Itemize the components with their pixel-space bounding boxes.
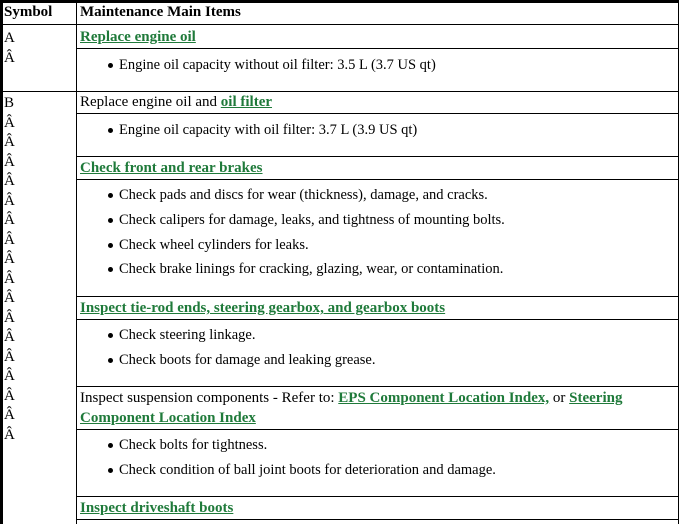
list-item — [80, 433, 674, 458]
list-item — [80, 323, 674, 348]
symbol-label: Â — [4, 192, 15, 209]
symbol-label: Â — [4, 212, 15, 228]
symbol-label: Â — [4, 387, 15, 404]
list-item-text: Check brake linings for cracking, glazing, wear, or contamination. — [119, 261, 504, 278]
list-item — [80, 233, 674, 258]
symbol-label: Â — [4, 49, 15, 66]
list-item-text: Check bolts for tightness. — [119, 437, 268, 453]
bullet-dot-icon — [108, 243, 113, 248]
item-driveshaft-title — [80, 498, 658, 518]
list-item-text: Check steering linkage. — [119, 327, 256, 343]
symbol-label: Â — [4, 251, 15, 267]
header-symbol: Symbol — [4, 4, 53, 20]
item-title-text: Replace engine oil and — [80, 94, 221, 110]
list-item — [80, 118, 674, 143]
list-item-text: Check calipers for damage, leaks, and tightness of mounting bolts. — [119, 211, 505, 228]
inspect-tie-rod-link[interactable]: Inspect tie-rod ends, steering gearbox, and gearbox boots — [80, 300, 446, 316]
bullet-dot-icon — [108, 333, 113, 338]
row-b-symbols — [4, 94, 76, 445]
divider — [77, 496, 678, 497]
item-suspension-title — [80, 388, 658, 428]
list-item — [80, 458, 674, 483]
symbol-label: Â — [4, 134, 15, 150]
row-a-bullets — [80, 53, 674, 78]
list-item — [80, 208, 674, 233]
item-bullets — [80, 183, 674, 282]
list-item-text: Engine oil capacity without oil filter: 3.5 L (3.7 US qt) — [119, 57, 436, 73]
divider — [77, 179, 678, 180]
oil-filter-link[interactable]: oil filter — [220, 94, 273, 110]
bullet-dot-icon — [108, 267, 113, 272]
list-item-text: Check pads and discs for wear (thickness), damage, and cracks. — [119, 187, 488, 203]
symbol-label: B — [4, 95, 15, 111]
symbol-label: Â — [4, 426, 15, 443]
divider — [77, 319, 678, 320]
list-item-text: Check wheel cylinders for leaks. — [119, 236, 309, 253]
list-item — [80, 348, 674, 373]
symbol-label: Â — [4, 231, 15, 248]
item-bullets — [80, 118, 674, 143]
replace-engine-oil-link[interactable]: Replace engine oil — [80, 29, 196, 45]
bullet-dot-icon — [108, 358, 113, 363]
item-title-text: or — [549, 390, 570, 406]
bullet-dot-icon — [108, 218, 113, 223]
divider — [77, 429, 678, 430]
symbol-label: Â — [4, 153, 15, 170]
divider — [77, 113, 678, 114]
row-a-symbols — [4, 29, 76, 68]
list-item — [80, 53, 674, 78]
symbol-label: Â — [4, 329, 15, 345]
symbol-label: Â — [4, 309, 15, 326]
divider — [77, 296, 678, 297]
eps-component-index-link[interactable]: EPS Component Location Index, — [338, 390, 550, 406]
symbol-label: Â — [4, 407, 15, 423]
symbol-label: A — [4, 30, 15, 46]
item-brakes-title — [80, 158, 658, 178]
list-item-text: Engine oil capacity with oil filter: 3.7 L (3.9 US qt) — [119, 122, 418, 138]
item-bullets — [80, 323, 674, 373]
symbol-label: Â — [4, 348, 15, 365]
divider — [77, 48, 678, 49]
symbol-label: Â — [4, 114, 15, 131]
list-item — [80, 257, 674, 282]
bullet-dot-icon — [108, 468, 113, 473]
bullet-dot-icon — [108, 128, 113, 133]
item-title-text: Inspect suspension components - Refer to: — [80, 390, 339, 406]
column-divider — [76, 3, 77, 524]
header-bottom-line — [3, 24, 678, 25]
symbol-label: Â — [4, 368, 15, 384]
check-brakes-link[interactable]: Check front and rear brakes — [80, 160, 263, 176]
symbol-label: Â — [4, 290, 15, 306]
item-bullets — [80, 433, 674, 483]
list-item — [80, 183, 674, 208]
row-a-title — [80, 27, 658, 47]
bullet-dot-icon — [108, 63, 113, 68]
header-maintenance-items: Maintenance Main Items — [80, 4, 241, 20]
bullet-dot-icon — [108, 193, 113, 198]
divider — [77, 386, 678, 387]
list-item-text: Check boots for damage and leaking grease. — [119, 351, 376, 368]
item-replace-oil-and-filter-title — [80, 92, 658, 112]
bullet-dot-icon — [108, 443, 113, 448]
list-item-text: Check condition of ball joint boots for deterioration and damage. — [119, 461, 496, 478]
inspect-driveshaft-boots-link[interactable]: Inspect driveshaft boots — [80, 500, 234, 516]
item-tie-rod-title — [80, 298, 658, 318]
divider — [77, 156, 678, 157]
symbol-label: Â — [4, 270, 15, 287]
steering-component-index-link[interactable]: Steering Component Location Index — [80, 390, 623, 426]
symbol-label: Â — [4, 173, 15, 189]
divider — [77, 519, 678, 520]
